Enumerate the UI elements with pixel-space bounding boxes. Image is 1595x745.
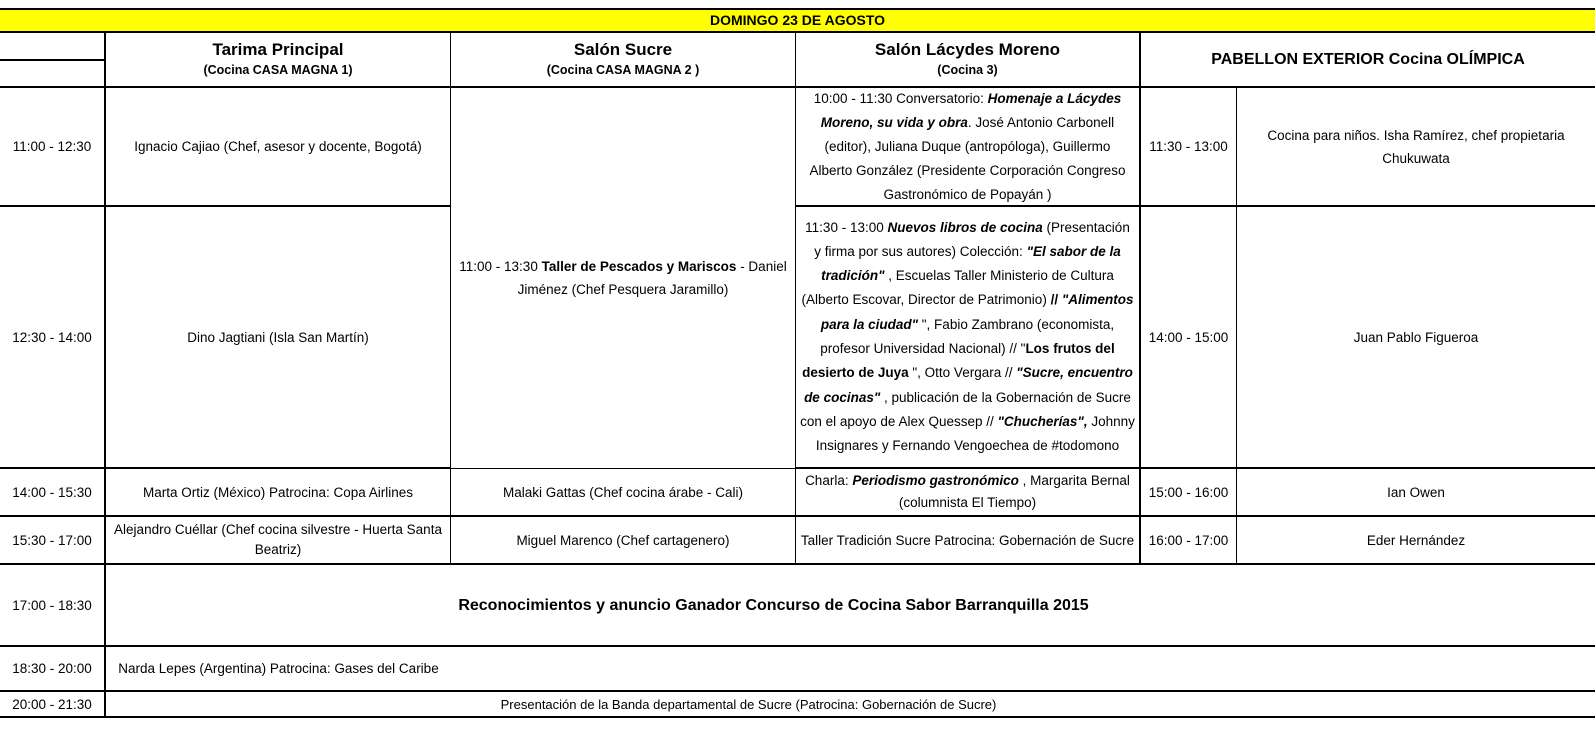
lacydes-text — [800, 216, 1135, 459]
text-segment: , Escuelas Taller Ministerio de Cultura (Alberto Escovar, Director de Patrimonio) — [801, 268, 1114, 308]
pabellon-time-cell: 14:00 - 15:00 — [1141, 207, 1237, 469]
empty-cell — [451, 647, 1595, 692]
text-emphasis: Taller de Pescados y Mariscos — [541, 259, 737, 274]
text-segment: 10:00 - 11:30 Conversatorio: — [813, 90, 988, 106]
text-emphasis: Nuevos libros de cocina — [887, 219, 1043, 235]
lacydes-cell — [796, 88, 1141, 207]
header-lacydes-name: Salón Lácydes Moreno — [874, 39, 1061, 59]
lacydes-text — [806, 88, 1129, 207]
pabellon-time-cell: 11:30 - 13:00 — [1141, 88, 1237, 207]
sucre-merged-cell — [451, 88, 796, 469]
lacydes-text — [802, 470, 1133, 514]
text-emphasis: // — [1050, 292, 1059, 308]
text-segment: . José Antonio Carbonell (editor), Juliana Duque (antropóloga), Guillermo Alberto González (Presidente Corporación Congreso Gastronómico de Popayán ) — [809, 114, 1126, 202]
header-tarima — [106, 33, 451, 88]
header-sucre-name: Salón Sucre — [573, 39, 673, 59]
text-segment: , Margarita Bernal (columnista El Tiempo) — [898, 473, 1130, 510]
band-merged-cell: Presentación de la Banda departamental de Sucre (Patrocina: Gobernación de Sucre) — [106, 692, 1595, 718]
awards-merged-cell: Reconocimientos y anuncio Ganador Concurso de Cocina Sabor Barranquilla 2015 — [106, 565, 1595, 647]
header-lacydes — [796, 33, 1141, 88]
time-cell: 11:00 - 12:30 — [0, 88, 106, 207]
header-time-cell-bottom — [0, 61, 106, 88]
header-tarima-name: Tarima Principal — [212, 39, 344, 59]
text-segment: 11:00 - 13:30 — [459, 259, 542, 274]
text-segment: 11:30 - 13:00 — [805, 219, 888, 235]
pabellon-cell: Juan Pablo Figueroa — [1237, 207, 1595, 469]
text-emphasis: "Sucre, encuentro de cocinas" — [804, 365, 1133, 405]
tarima-cell: Dino Jagtiani (Isla San Martín) — [106, 207, 451, 469]
header-lacydes-sub: (Cocina 3) — [937, 62, 998, 77]
pabellon-cell: Eder Hernández — [1237, 517, 1595, 565]
tarima-cell: Narda Lepes (Argentina) Patrocina: Gases del Caribe — [106, 647, 451, 692]
text-emphasis: Los frutos del desierto de Juya — [802, 341, 1115, 381]
tarima-cell: Alejandro Cuéllar (Chef cocina silvestre - Huerta Santa Beatriz) — [106, 517, 451, 565]
text-segment: ", Otto Vergara // — [908, 365, 1017, 381]
text-segment: - Daniel Jiménez (Chef Pesquera Jaramillo) — [517, 259, 787, 297]
header-time-cell-top — [0, 33, 106, 61]
pabellon-cell: Ian Owen — [1237, 469, 1595, 517]
tarima-cell: Marta Ortiz (México) Patrocina: Copa Airlines — [106, 469, 451, 517]
header-pabellon: PABELLON EXTERIOR Cocina OLÍMPICA — [1141, 33, 1595, 88]
text-emphasis: "Chucherías", — [997, 413, 1088, 429]
time-cell: 12:30 - 14:00 — [0, 207, 106, 469]
sucre-merged-text — [459, 255, 787, 301]
sucre-cell: Miguel Marenco (Chef cartagenero) — [451, 517, 796, 565]
pabellon-time-cell: 16:00 - 17:00 — [1141, 517, 1237, 565]
pabellon-time-cell: 15:00 - 16:00 — [1141, 469, 1237, 517]
day-title: DOMINGO 23 DE AGOSTO — [0, 8, 1595, 33]
text-segment: (Presentación y firma por sus autores) Colección: — [814, 219, 1130, 259]
lacydes-cell — [796, 469, 1141, 517]
header-sucre-sub: (Cocina CASA MAGNA 2 ) — [546, 62, 700, 77]
text-emphasis: "El sabor de la tradición" — [821, 243, 1121, 284]
header-tarima-sub: (Cocina CASA MAGNA 1) — [203, 62, 353, 77]
sucre-cell: Malaki Gattas (Chef cocina árabe - Cali) — [451, 469, 796, 517]
pabellon-cell: Cocina para niños. Isha Ramírez, chef propietaria Chukuwata — [1237, 88, 1595, 207]
text-segment: ", Fabio Zambrano (economista, profesor Universidad Nacional) // " — [820, 316, 1115, 356]
text-segment: Johnny Insignares y Fernando Vengoechea de #todomono — [815, 413, 1135, 454]
text-emphasis: "Alimentos para la ciudad" — [820, 292, 1134, 332]
lacydes-cell: Taller Tradición Sucre Patrocina: Gobernación de Sucre — [796, 517, 1141, 565]
text-emphasis: Homenaje a Lácydes Moreno, su vida y obra — [820, 90, 1122, 130]
time-cell: 14:00 - 15:30 — [0, 469, 106, 517]
time-cell: 15:30 - 17:00 — [0, 517, 106, 565]
lacydes-cell — [796, 207, 1141, 469]
text-segment: Charla: — [805, 473, 853, 488]
text-segment: , publicación de la Gobernación de Sucre con el apoyo de Alex Quessep // — [800, 389, 1131, 429]
time-cell: 17:00 - 18:30 — [0, 565, 106, 647]
time-cell: 20:00 - 21:30 — [0, 692, 106, 718]
tarima-cell: Ignacio Cajiao (Chef, asesor y docente, Bogotá) — [106, 88, 451, 207]
header-sucre — [451, 33, 796, 88]
time-cell: 18:30 - 20:00 — [0, 647, 106, 692]
text-emphasis: Periodismo gastronómico — [852, 473, 1019, 488]
